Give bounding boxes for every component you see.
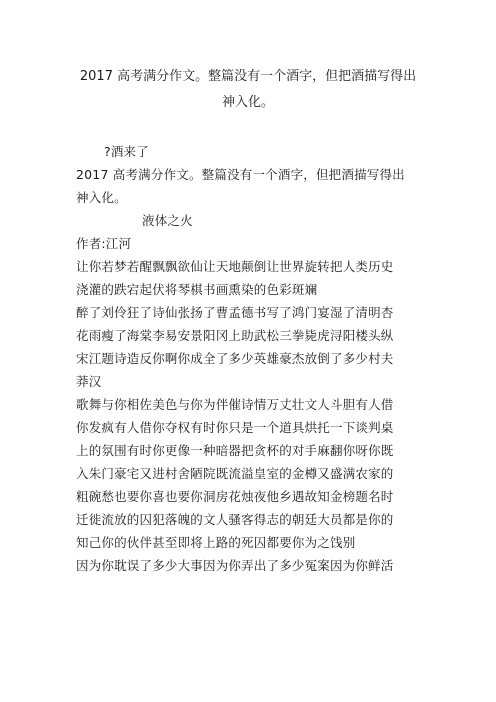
paragraph-line: 让你若梦若醒飘飘欲仙让天地颠倒让世界旋转把人类历史 — [76, 259, 394, 274]
paragraph-line: 醉了刘伶狂了诗仙张扬了曹孟德书写了鸿门宴湿了清明杏 — [76, 305, 394, 320]
paragraph-line: 上的氛围有时你更像一种暗器把贪杯的对手麻翻你呀你既 — [76, 443, 394, 458]
paragraph-line: 宋江题诗造反你啊你成全了多少英雄豪杰放倒了多少村夫 — [76, 351, 394, 366]
paragraph-line: 迁徙流放的囚犯落魄的文人骚客得志的朝廷大员都是你的 — [76, 512, 394, 527]
title-line-2: 神入化。 — [221, 95, 274, 110]
paragraph-line: 2017 高考满分作文。整篇没有一个酒字，但把酒描写得出 — [76, 167, 405, 182]
paragraph-line: 入朱门豪宅又进村舍陋院既流溢皇室的金樽又盛满农家的 — [76, 466, 394, 481]
paragraph-line: 浇灌的跌宕起伏将琴棋书画熏染的色彩斑斓 — [76, 282, 318, 297]
paragraph-line: 因为你耽误了多少大事因为你弄出了多少冤案因为你鲜活 — [76, 558, 394, 573]
heading-wine-arrives: ?酒来了 — [104, 144, 149, 159]
paragraph-line: 莽汉 — [76, 374, 102, 389]
document-title — [62, 64, 434, 116]
paragraph-line: 粗碗愁也要你喜也要你洞房花烛夜他乡遇故知金榜题名时 — [76, 489, 394, 504]
paragraph-line: 知己你的伙伴甚至即将上路的死囚都要你为之饯别 — [76, 535, 356, 550]
paragraph-line: 神入化。 — [76, 190, 127, 205]
paragraph-line: 歌舞与你相佐美色与你为伴催诗情万丈壮文人斗胆有人借 — [76, 397, 394, 412]
paragraph-line: 你发疯有人借你夺权有时你只是一个道具烘托一下谈判桌 — [76, 420, 394, 435]
paragraph-line: 花雨瘦了海棠李易安景阳冈上助武松三拳毙虎浔阳楼头纵 — [76, 328, 394, 343]
essay-author: 作者:江河 — [76, 236, 132, 251]
essay-title: 液体之火 — [142, 213, 193, 228]
title-line-1: 2017 高考满分作文。整篇没有一个酒字，但把酒描写得出 — [79, 69, 417, 84]
document-body — [76, 140, 426, 577]
